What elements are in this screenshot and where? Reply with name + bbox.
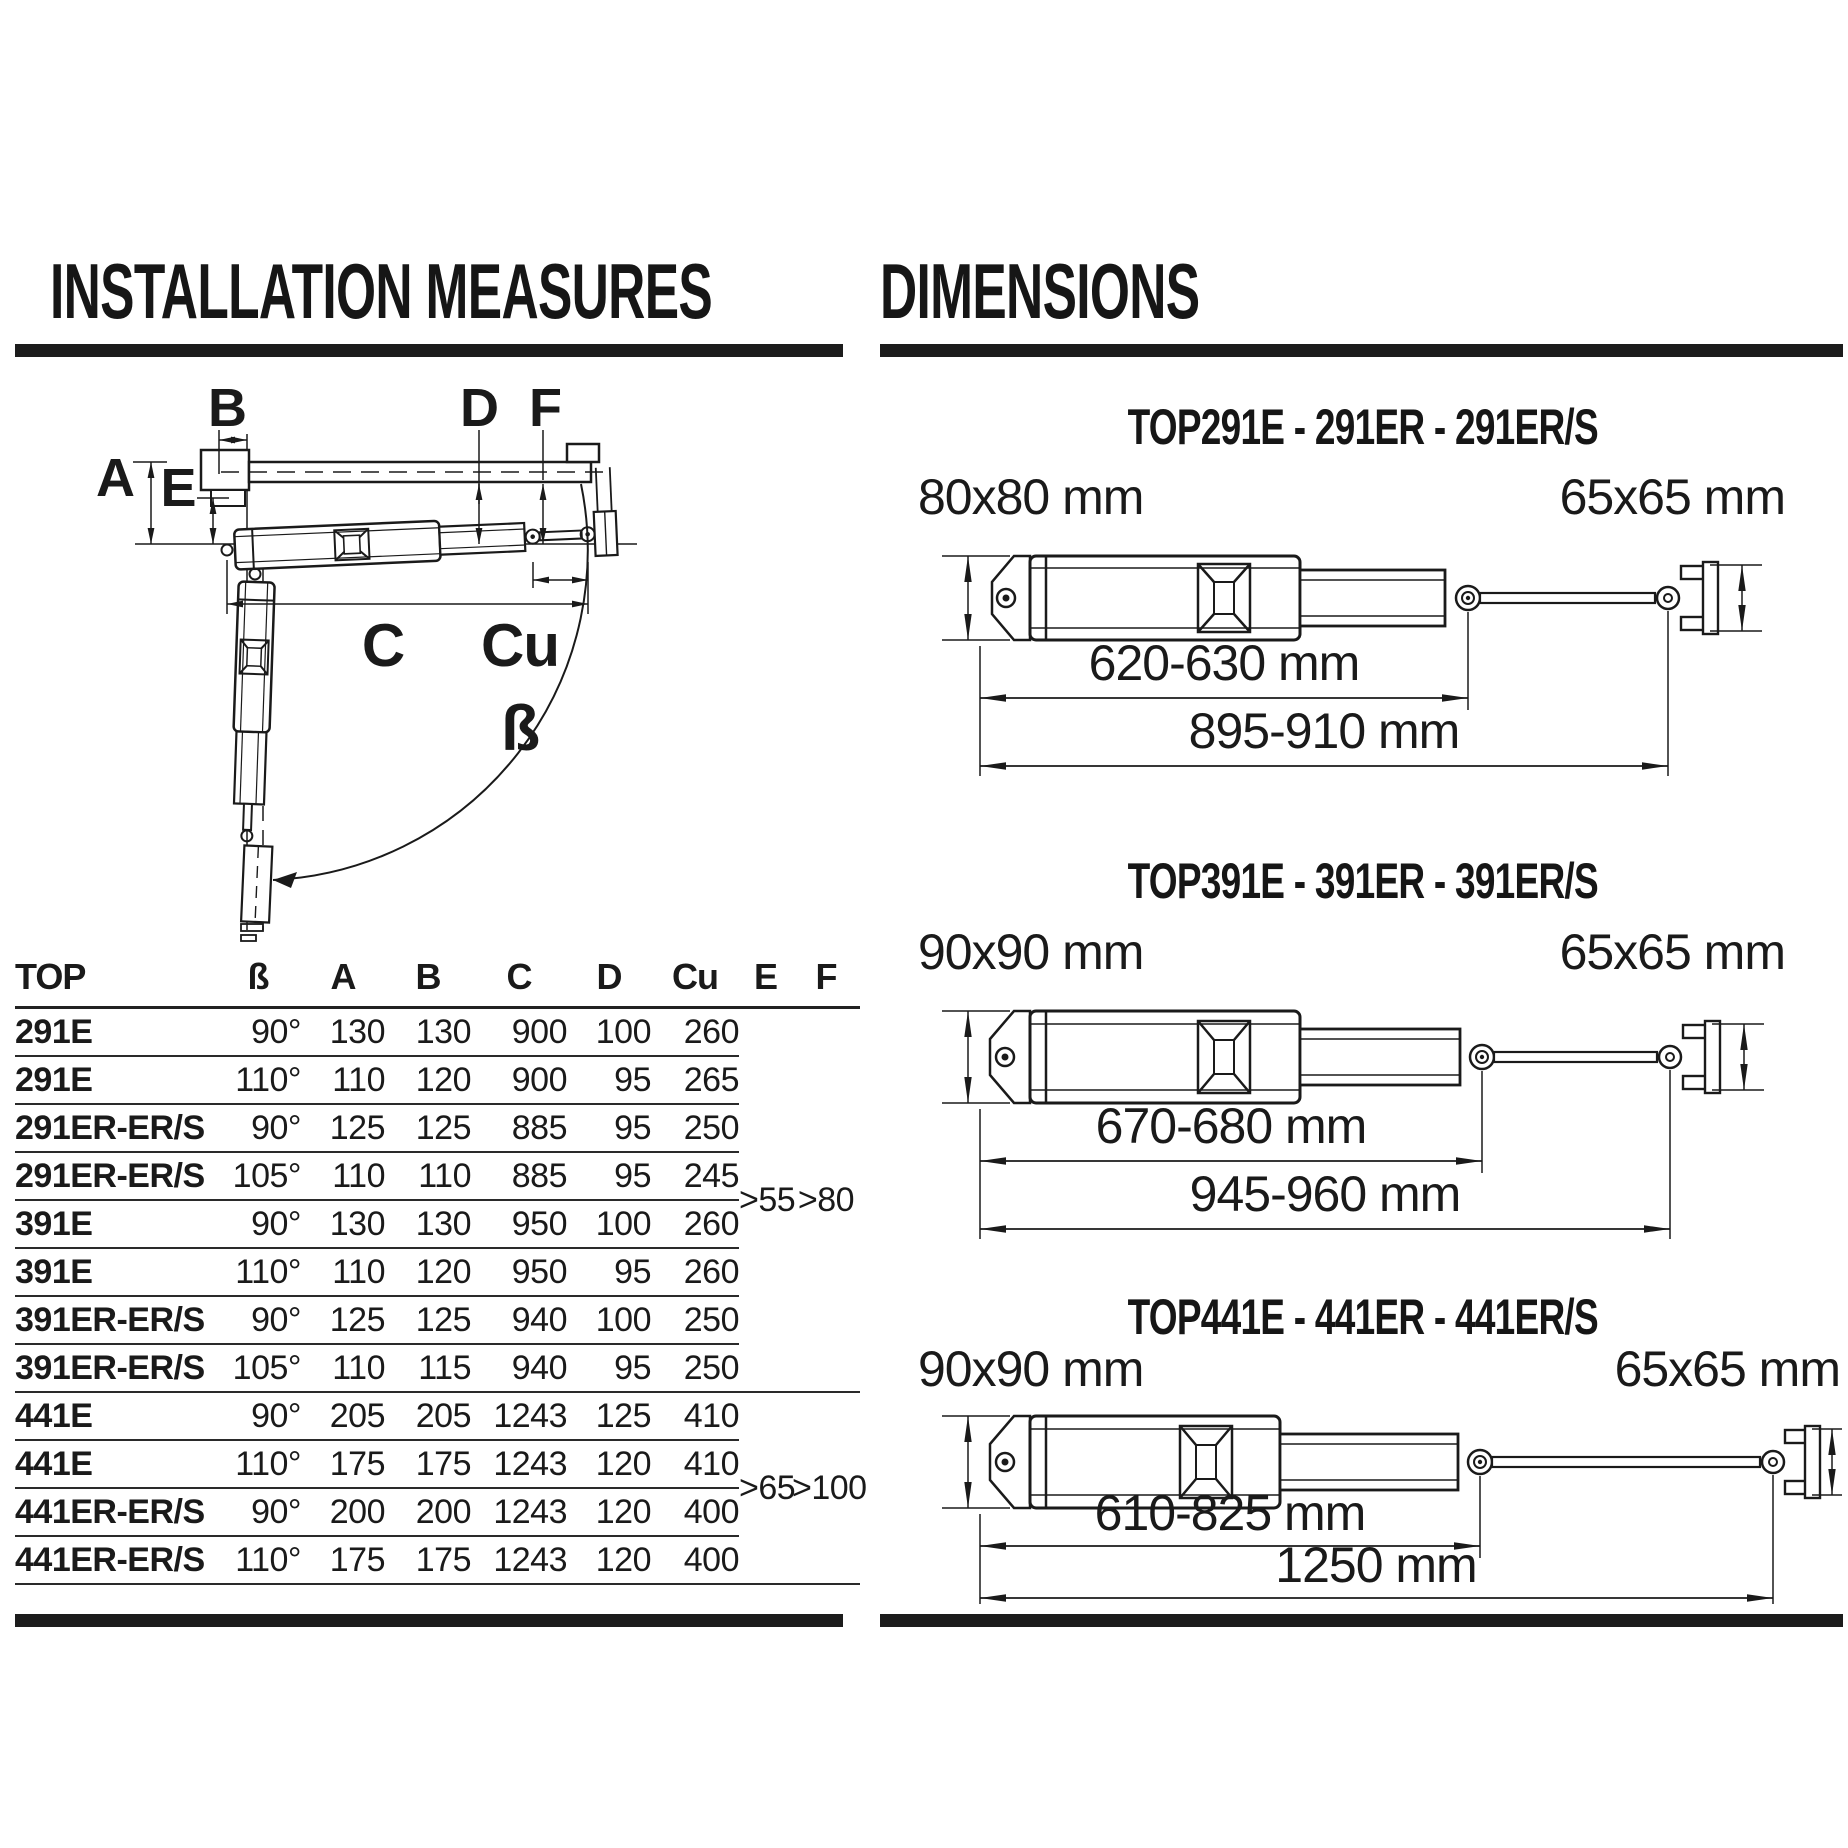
- cell-beta: 90°: [215, 1200, 301, 1248]
- cell-a: 125: [301, 1104, 385, 1152]
- cell-a: 110: [301, 1056, 385, 1104]
- cell-c: 1243: [471, 1536, 567, 1584]
- divider-left-top: [15, 344, 843, 357]
- fork-bracket: [1785, 1426, 1820, 1498]
- actuator-drawing-391: [880, 925, 1845, 1255]
- section-title-291: TOP291E - 291ER - 291ER/S: [1127, 399, 1598, 455]
- actuator-drawing-441: [880, 1346, 1845, 1608]
- cell-c: 885: [471, 1152, 567, 1200]
- diagram-label-d: D: [460, 378, 498, 438]
- divider-left-bottom: [15, 1614, 843, 1627]
- body-size-label: 90x90 mm: [918, 1346, 1144, 1397]
- cell-c: 1243: [471, 1488, 567, 1536]
- diagram-label-b: B: [208, 378, 246, 438]
- table-row: [15, 1440, 860, 1488]
- cell-b: 125: [385, 1296, 471, 1344]
- diagram-label-c: C: [361, 612, 405, 679]
- cell-model: 291E: [15, 1056, 215, 1104]
- cell-b: 130: [385, 1200, 471, 1248]
- cell-f-group1: >80: [792, 1008, 860, 1393]
- cell-cu: 260: [651, 1248, 739, 1296]
- cell-model: 441E: [15, 1440, 215, 1488]
- table-row: [15, 1296, 860, 1344]
- cell-a: 110: [301, 1152, 385, 1200]
- cell-d: 125: [567, 1392, 651, 1440]
- body-size-label: 90x90 mm: [918, 925, 1144, 980]
- fork-size-label: 65x65 mm: [1614, 1346, 1840, 1397]
- cell-cu: 410: [651, 1392, 739, 1440]
- cell-cu: 250: [651, 1296, 739, 1344]
- cell-c: 1243: [471, 1440, 567, 1488]
- dim1-label: 610-825 mm: [1094, 1485, 1366, 1541]
- cell-d: 120: [567, 1536, 651, 1584]
- cell-cu: 410: [651, 1440, 739, 1488]
- cell-beta: 110°: [215, 1248, 301, 1296]
- table-row: [15, 1056, 860, 1104]
- cell-c: 950: [471, 1248, 567, 1296]
- actuator-body: [990, 1011, 1681, 1103]
- gate-leaf-open: [201, 444, 605, 506]
- col-header-d: D: [567, 956, 651, 1008]
- cell-c: 900: [471, 1056, 567, 1104]
- cell-model: 391ER-ER/S: [15, 1344, 215, 1392]
- cell-f-group2: >100: [792, 1392, 860, 1584]
- cell-beta: 90°: [215, 1392, 301, 1440]
- cell-c: 940: [471, 1344, 567, 1392]
- page-title-left: INSTALLATION MEASURES: [50, 247, 713, 335]
- table-header-row: [15, 956, 860, 1008]
- gate-leaf-closed: [241, 845, 272, 922]
- cell-e-group2: >65: [739, 1392, 792, 1584]
- table-row: [15, 1488, 860, 1536]
- col-header-e: E: [739, 956, 792, 1008]
- cell-b: 175: [385, 1440, 471, 1488]
- cell-b: 205: [385, 1392, 471, 1440]
- cell-d: 100: [567, 1008, 651, 1057]
- cell-model: 441ER-ER/S: [15, 1536, 215, 1584]
- cell-d: 100: [567, 1296, 651, 1344]
- dim2-label: 945-960 mm: [1189, 1166, 1461, 1222]
- dim1-label: 620-630 mm: [1088, 635, 1360, 691]
- table-row: [15, 1344, 860, 1392]
- cell-b: 120: [385, 1056, 471, 1104]
- diagram-label-beta: ß: [500, 692, 540, 764]
- installation-measures-table: [15, 956, 867, 1585]
- cell-d: 95: [567, 1152, 651, 1200]
- diagram-label-e: E: [160, 458, 196, 518]
- cell-b: 175: [385, 1536, 471, 1584]
- dim2-label: 1250 mm: [1275, 1537, 1477, 1593]
- cell-beta: 110°: [215, 1056, 301, 1104]
- divider-right-top: [880, 344, 1843, 357]
- cell-beta: 105°: [215, 1344, 301, 1392]
- page-title-right: DIMENSIONS: [880, 247, 1200, 335]
- cell-a: 175: [301, 1440, 385, 1488]
- col-header-c: C: [471, 956, 567, 1008]
- cell-cu: 260: [651, 1008, 739, 1057]
- cell-cu: 400: [651, 1488, 739, 1536]
- table-row: [15, 1200, 860, 1248]
- dim1-label: 670-680 mm: [1095, 1098, 1367, 1154]
- table-row: [15, 1536, 860, 1584]
- col-header-cu: Cu: [651, 956, 739, 1008]
- cell-d: 120: [567, 1488, 651, 1536]
- diagram-label-a: A: [96, 448, 134, 508]
- cell-cu: 245: [651, 1152, 739, 1200]
- fork-size-label: 65x65 mm: [1559, 925, 1785, 980]
- cell-c: 950: [471, 1200, 567, 1248]
- cell-beta: 90°: [215, 1296, 301, 1344]
- actuator-open: [230, 568, 276, 842]
- cell-c: 1243: [471, 1392, 567, 1440]
- actuator-drawing-291: [880, 470, 1845, 790]
- cell-model: 441ER-ER/S: [15, 1488, 215, 1536]
- cell-a: 200: [301, 1488, 385, 1536]
- table-row: [15, 1392, 860, 1440]
- cell-model: 391E: [15, 1200, 215, 1248]
- cell-model: 391ER-ER/S: [15, 1296, 215, 1344]
- cell-model: 291E: [15, 1008, 215, 1057]
- cell-d: 100: [567, 1200, 651, 1248]
- table-row: [15, 1104, 860, 1152]
- cell-cu: 265: [651, 1056, 739, 1104]
- fork-size-label: 65x65 mm: [1559, 470, 1785, 525]
- cell-d: 120: [567, 1440, 651, 1488]
- cell-b: 115: [385, 1344, 471, 1392]
- cell-beta: 90°: [215, 1488, 301, 1536]
- cell-d: 95: [567, 1248, 651, 1296]
- cell-beta: 110°: [215, 1440, 301, 1488]
- cell-a: 110: [301, 1344, 385, 1392]
- cell-e-group1: >55: [739, 1008, 792, 1393]
- actuator-body: [992, 556, 1679, 640]
- cell-a: 110: [301, 1248, 385, 1296]
- cell-d: 95: [567, 1056, 651, 1104]
- section-title-391: TOP391E - 391ER - 391ER/S: [1127, 853, 1598, 909]
- cell-model: 441E: [15, 1392, 215, 1440]
- cell-b: 125: [385, 1104, 471, 1152]
- cell-a: 205: [301, 1392, 385, 1440]
- cell-model: 391E: [15, 1248, 215, 1296]
- table-row: [15, 1152, 860, 1200]
- cell-a: 125: [301, 1296, 385, 1344]
- cell-b: 130: [385, 1008, 471, 1057]
- fork-bracket: [1683, 1021, 1720, 1093]
- dim2-label: 895-910 mm: [1188, 703, 1460, 759]
- col-header-top: TOP: [15, 956, 215, 1008]
- cell-a: 175: [301, 1536, 385, 1584]
- diagram-label-f: F: [529, 378, 561, 438]
- cell-a: 130: [301, 1200, 385, 1248]
- col-header-b: B: [385, 956, 471, 1008]
- col-header-f: F: [792, 956, 860, 1008]
- cell-b: 110: [385, 1152, 471, 1200]
- cell-cu: 250: [651, 1104, 739, 1152]
- cell-beta: 90°: [215, 1008, 301, 1057]
- cell-cu: 260: [651, 1200, 739, 1248]
- cell-d: 95: [567, 1344, 651, 1392]
- cell-c: 900: [471, 1008, 567, 1057]
- installation-diagram: [15, 378, 845, 943]
- cell-c: 940: [471, 1296, 567, 1344]
- body-size-label: 80x80 mm: [918, 470, 1144, 525]
- table-row: [15, 1248, 860, 1296]
- cell-beta: 110°: [215, 1536, 301, 1584]
- divider-right-bottom: [880, 1614, 1843, 1627]
- cell-beta: 105°: [215, 1152, 301, 1200]
- cell-b: 200: [385, 1488, 471, 1536]
- section-title-441: TOP441E - 441ER - 441ER/S: [1127, 1289, 1598, 1345]
- col-header-beta: ß: [215, 956, 301, 1008]
- cell-model: 291ER-ER/S: [15, 1152, 215, 1200]
- cell-a: 130: [301, 1008, 385, 1057]
- cell-b: 120: [385, 1248, 471, 1296]
- cell-beta: 90°: [215, 1104, 301, 1152]
- cell-cu: 250: [651, 1344, 739, 1392]
- fork-bracket: [1681, 562, 1718, 634]
- cell-model: 291ER-ER/S: [15, 1104, 215, 1152]
- diagram-label-cu: Cu: [481, 612, 559, 679]
- table-row: [15, 1008, 860, 1057]
- cell-c: 885: [471, 1104, 567, 1152]
- col-header-a: A: [301, 956, 385, 1008]
- cell-d: 95: [567, 1104, 651, 1152]
- floor-catch: [241, 924, 263, 941]
- cell-cu: 400: [651, 1536, 739, 1584]
- dim-cu: [533, 562, 588, 588]
